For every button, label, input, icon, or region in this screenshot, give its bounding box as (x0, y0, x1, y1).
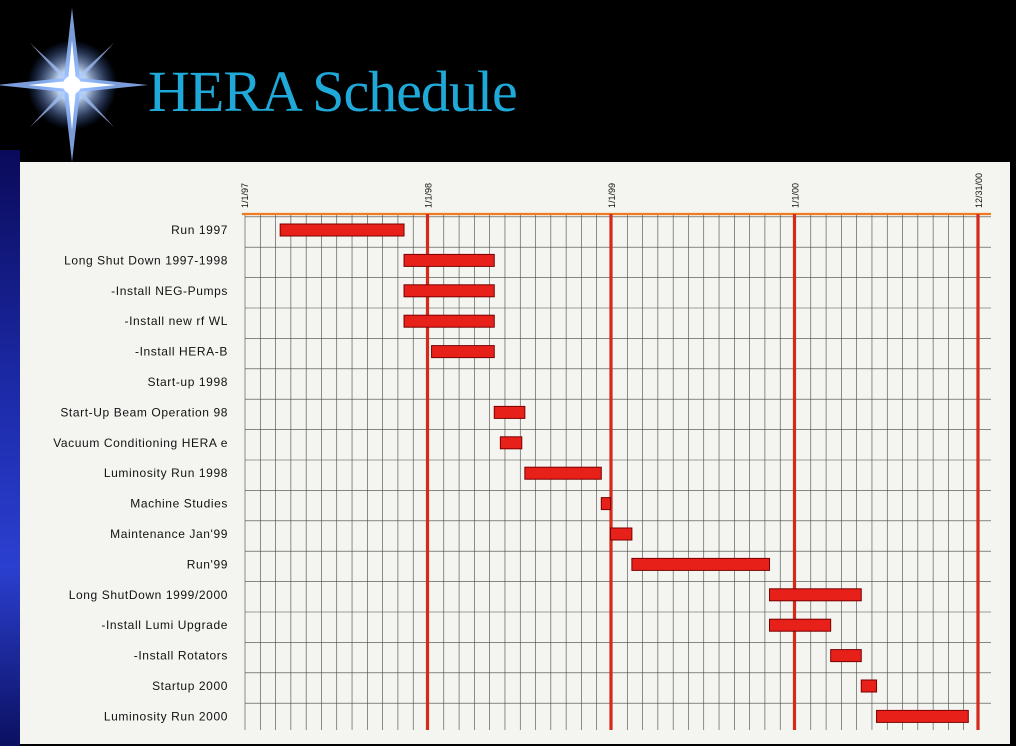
task-bar (432, 346, 495, 358)
date-tick-label: 1/1/98 (423, 182, 434, 208)
task-bar (861, 680, 876, 692)
task-label: Run'99 (186, 557, 228, 572)
task-bar (404, 285, 494, 297)
task-label: -Install Rotators (133, 648, 228, 663)
date-tick-label: 1/1/97 (240, 182, 250, 208)
task-bar (280, 224, 404, 236)
task-bar (831, 650, 862, 662)
task-label: -Install Lumi Upgrade (101, 618, 228, 633)
task-bar (601, 498, 610, 510)
task-label: Start-Up Beam Operation 98 (60, 405, 228, 420)
task-label: Luminosity Run 1998 (103, 466, 228, 481)
task-bar (770, 589, 862, 601)
task-bar (632, 558, 770, 570)
task-label: Run 1997 (171, 223, 228, 237)
task-label: Vacuum Conditioning HERA e (53, 435, 228, 450)
task-label: Long Shut Down 1997-1998 (64, 253, 228, 268)
task-bar (494, 406, 525, 418)
grid-lines (245, 214, 991, 730)
date-tick-label: 1/1/99 (607, 182, 617, 208)
date-tick-label: 12/31/00 (974, 172, 984, 208)
task-bar (610, 528, 631, 540)
task-label: -Install new rf WL (124, 314, 228, 329)
task-label: Maintenance Jan'99 (110, 527, 228, 541)
task-label: Start-up 1998 (147, 375, 228, 389)
task-bar (500, 437, 521, 449)
date-tick-label: 1/1/00 (790, 182, 801, 208)
task-bar (525, 467, 601, 479)
task-bar (404, 254, 494, 266)
task-label: -Install NEG-Pumps (111, 283, 228, 298)
task-label: Startup 2000 (152, 679, 228, 693)
task-bar (877, 710, 969, 722)
task-label: Long ShutDown 1999/2000 (68, 587, 228, 602)
task-bar (770, 619, 831, 631)
task-label: Machine Studies (130, 496, 228, 511)
task-label: Luminosity Run 2000 (103, 709, 228, 724)
task-label: -Install HERA-B (134, 344, 228, 359)
slide-title: HERA Schedule (148, 59, 517, 124)
task-bar (404, 315, 494, 327)
